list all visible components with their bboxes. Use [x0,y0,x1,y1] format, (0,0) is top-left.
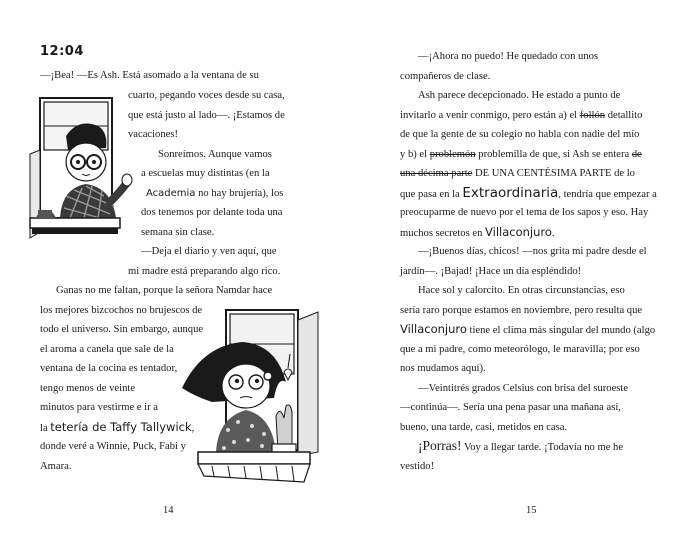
text-line: Hace sol y calorcito. En otras circunstancias, eso [418,285,625,296]
text-line: los mejores bizcochos no brujescos de [40,305,203,316]
page-number: 14 [163,505,174,516]
school-name-extraordinaria: Extraordinaria [462,185,559,201]
struck-phrase: una décima parte [400,168,473,179]
text-line: minutos para vestirme e ir a [40,402,158,413]
text-line: Ash parece decepcionado. He estado a punto de [418,90,621,101]
text-line: compañeros de clase. [400,71,491,82]
text-line: mi madre está preparando algo rico. [128,266,281,277]
text-line: bueno, una tarde, casi, metidos en casa. [400,422,568,433]
right-page [350,0,700,538]
text-line: —Veintitrés grados Celsius con brisa del suroeste [418,383,629,394]
text-line: Ganas no me faltan, porque la señora Namdar hace [56,285,273,296]
exclamation: ¡Porras! [418,438,462,453]
text-line: dos tenemos por delante toda una [141,207,283,218]
struck-word: follón [579,110,606,121]
text-line: una décima parte DE UNA CENTÉSIMA PARTE de lo [400,168,635,179]
text-line: ventana de la cocina es tentador, [40,363,178,374]
text-line: Amara. [40,461,72,472]
struck-word: problemón [429,149,476,160]
text-line: y b) el problemón problemilla de que, si Ash se entera de [400,149,642,160]
text-line: —continúa—. Sería una pena pasar una mañana así, [400,402,621,413]
school-name-academia: Academia [146,188,196,199]
text-line: que está justo al lado—. ¡Estamos de [128,110,285,121]
ash-window-illustration [26,92,138,250]
text-line: sería raro porque estamos en noviembre, pero resulta que [400,305,643,316]
text-line: que pasa en la Extraordinaria, tendría que empezar a [400,185,657,201]
town-name: Villaconjuro [400,322,467,336]
text-line: jardín—. ¡Bajad! ¡Hace un día espléndido! [400,266,582,277]
text-line: Sonreímos. Aunque vamos [158,149,272,160]
struck-word: de [631,149,642,160]
text-line: a escuelas muy distintas (en la [141,168,270,179]
text-line: —¡Bea! —Es Ash. Está asomado a la ventana de su [40,70,259,81]
text-line: de que la gente de su colegio no habla con nadie del mío [400,129,640,140]
text-line: —¡Buenos días, chicos! —nos grita mi padre desde el [418,246,647,257]
text-line: semana sin clase. [141,227,215,238]
text-line: invitarlo a venir conmigo, pero están a) el follón detallito [400,110,643,121]
tearoom-name: tetería de Taffy Tallywick [50,420,192,434]
page-number: 15 [526,505,537,516]
text-line: ¡Porras! Voy a llegar tarde. ¡Todavía no me he [418,438,624,453]
text-line: vestido! [400,461,435,472]
text-line: nos mudamos aquí). [400,363,486,374]
text-line: donde veré a Winnie, Puck, Fabi y [40,441,186,452]
text-line: que a mi padre, como meteorólogo, le maravilla; por eso [400,344,640,355]
text-line: preocuparme de nuevo por el tema de los sapos y eso. Hay [400,207,649,218]
entry-time: 12:04 [40,44,84,59]
text-line: tengo menos de veinte [40,383,136,394]
text-line: Villaconjuro tiene el clima más singular del mundo (algo [400,322,656,336]
text-line: —¡Ahora no puedo! He quedado con unos [418,51,599,62]
text-line: cuarto, pegando voces desde su casa, [128,90,285,101]
text-line: muchos secretos en Villaconjuro. [400,225,555,239]
town-name: Villaconjuro [485,225,552,239]
text-line: la tetería de Taffy Tallywick, [40,420,195,434]
text-line: Academia no hay brujería), los [146,188,284,199]
bea-window-illustration [172,306,324,488]
text-line: —Deja el diario y ven aquí, que [141,246,277,257]
text-line: todo el universo. Sin embargo, aunque [40,324,204,335]
text-line: vacaciones! [128,129,178,140]
text-line: el aroma a canela que sale de la [40,344,174,355]
